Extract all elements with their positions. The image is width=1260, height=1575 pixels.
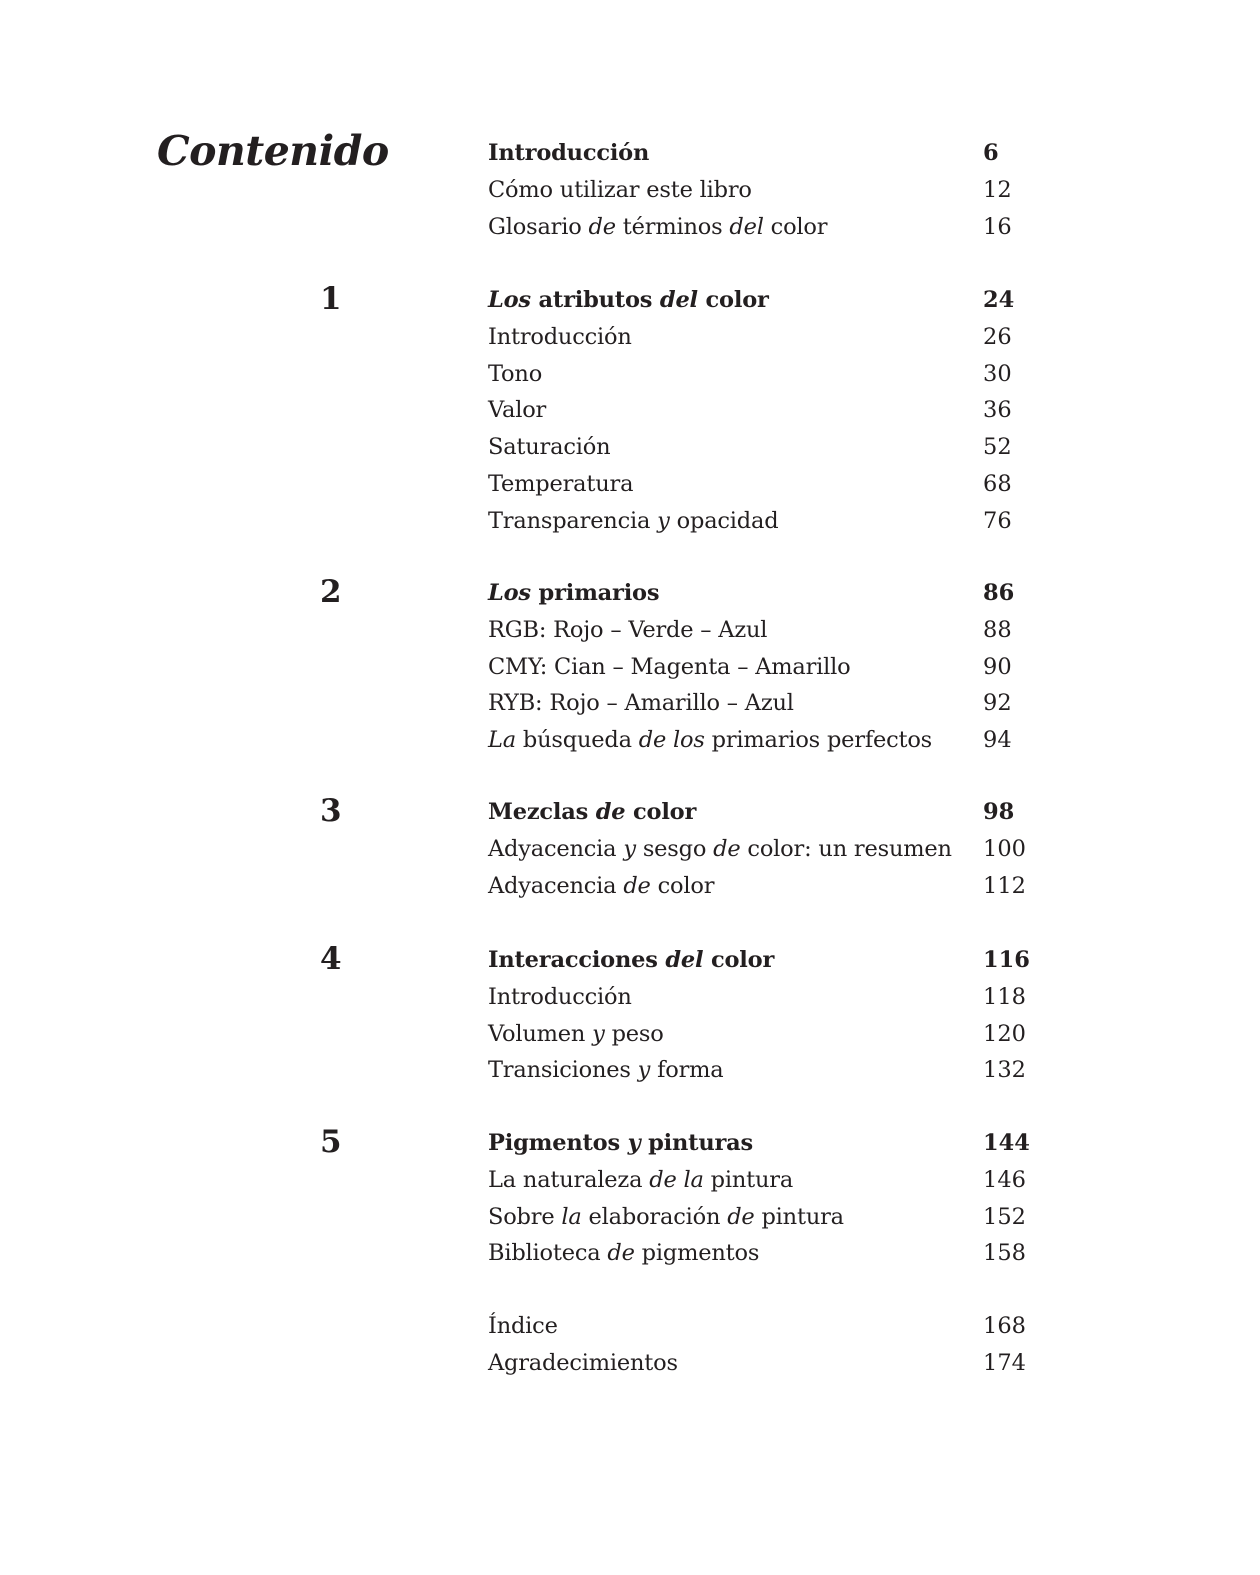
toc-entry-title: Adyacencia de color: [488, 872, 715, 899]
toc-page-number: 16: [983, 213, 1012, 240]
toc-entry-title: Sobre la elaboración de pintura: [488, 1203, 844, 1230]
toc-entry: [488, 1016, 1048, 1053]
toc-page-number: 98: [983, 799, 1015, 825]
toc-entry: [488, 1052, 1048, 1089]
chapter-number: 4: [320, 941, 342, 977]
toc-chapter-heading: [488, 575, 1048, 612]
toc-entry-title: Tono: [488, 360, 543, 387]
toc-entry-title: La naturaleza de la pintura: [488, 1166, 794, 1193]
toc-entry: [488, 1235, 1048, 1272]
toc-page-number: 88: [983, 616, 1012, 643]
toc-page-number: 12: [983, 176, 1012, 203]
toc-entry-title: Cómo utilizar este libro: [488, 176, 752, 203]
toc-page-number: 118: [983, 983, 1026, 1010]
toc-entry-title: Adyacencia y sesgo de color: un resumen: [488, 835, 952, 862]
toc-entry-title: La búsqueda de los primarios perfectos: [488, 727, 933, 754]
toc-page-number: 92: [983, 690, 1012, 717]
toc-entry: [488, 649, 1048, 686]
toc-entry: [488, 685, 1048, 722]
toc-page-number: 146: [983, 1166, 1026, 1193]
toc-entry: [488, 1308, 1048, 1345]
toc-entry-title: Introducción: [488, 323, 632, 350]
toc-page-number: 36: [983, 397, 1012, 424]
toc-page-number: 112: [983, 872, 1026, 899]
toc-chapter-heading: [488, 942, 1048, 979]
toc-entry: [488, 722, 1048, 759]
toc-entry-title: Agradecimientos: [488, 1349, 678, 1376]
page-title: Contenido: [157, 127, 389, 175]
toc-chapter-heading: [488, 282, 1048, 319]
toc-page-number: 116: [983, 947, 1030, 973]
toc-page-number: 24: [983, 287, 1015, 313]
toc-page-number: 76: [983, 507, 1012, 534]
chapter-number: 2: [320, 574, 342, 610]
toc-page-number: 90: [983, 653, 1012, 680]
toc-page-number: 168: [983, 1313, 1026, 1339]
toc-entry: [488, 209, 1048, 246]
toc-page-number: 86: [983, 580, 1015, 606]
toc-entry: [488, 612, 1048, 649]
toc-page-number: 68: [983, 471, 1012, 497]
toc-entry: [488, 503, 1048, 540]
toc-entry: [488, 868, 1048, 905]
toc-entry-title: RGB: Rojo – Verde – Azul: [488, 616, 768, 643]
toc-entry: [488, 1199, 1048, 1236]
chapter-number: 5: [320, 1124, 342, 1160]
toc-entry-title: Temperatura: [488, 471, 634, 497]
toc-page-number: 100: [983, 835, 1026, 862]
toc-entry: [488, 1162, 1048, 1199]
toc-entry-title: Introducción: [488, 983, 632, 1010]
toc-entry: [488, 979, 1048, 1016]
chapter-number: 3: [320, 793, 342, 829]
toc-entry-title: Transparencia y opacidad: [488, 507, 779, 534]
toc-page-number: 26: [983, 323, 1012, 350]
toc-page-number: 6: [983, 140, 999, 166]
toc-chapter-heading: [488, 1125, 1048, 1162]
toc-page-number: 132: [983, 1057, 1026, 1084]
toc-page-number: 30: [983, 360, 1012, 387]
toc-page-number: 174: [983, 1349, 1026, 1376]
toc-entry-title: Mezclas de color: [488, 799, 697, 825]
toc-heading: [488, 135, 1048, 172]
toc-page-number: 158: [983, 1240, 1026, 1267]
toc-entry-title: Transiciones y forma: [488, 1057, 724, 1084]
toc-entry: [488, 392, 1048, 429]
toc-entry-title: Los primarios: [488, 580, 660, 606]
toc-page-number: 120: [983, 1020, 1026, 1047]
toc-entry-title: Introducción: [488, 140, 650, 166]
toc-page-number: 152: [983, 1203, 1026, 1230]
toc-entry: [488, 1345, 1048, 1382]
chapter-number: 1: [320, 281, 342, 317]
toc-entry-title: Saturación: [488, 434, 611, 461]
toc-entry-title: Volumen y peso: [488, 1020, 664, 1047]
toc-entry-title: Glosario de términos del color: [488, 213, 828, 240]
toc-entry: [488, 319, 1048, 356]
toc-page-number: 52: [983, 434, 1012, 461]
toc-chapter-heading: [488, 794, 1048, 831]
toc-entry: [488, 831, 1048, 868]
toc-entry-title: Valor: [488, 397, 547, 424]
toc-entry: [488, 172, 1048, 209]
toc-page-number: 94: [983, 727, 1012, 754]
toc-entry-title: CMY: Cian – Magenta – Amarillo: [488, 653, 851, 680]
toc-entry-title: Interacciones del color: [488, 947, 775, 973]
toc-entry-title: Los atributos del color: [488, 287, 769, 313]
toc-entry-title: Biblioteca de pigmentos: [488, 1240, 760, 1267]
toc-page-number: 144: [983, 1130, 1030, 1156]
toc-entry: [488, 466, 1048, 503]
toc-entry-title: Pigmentos y pinturas: [488, 1130, 753, 1156]
toc-entry: [488, 429, 1048, 466]
toc-entry-title: Índice: [488, 1313, 558, 1339]
toc-entry: [488, 356, 1048, 393]
toc-entry-title: RYB: Rojo – Amarillo – Azul: [488, 690, 794, 717]
